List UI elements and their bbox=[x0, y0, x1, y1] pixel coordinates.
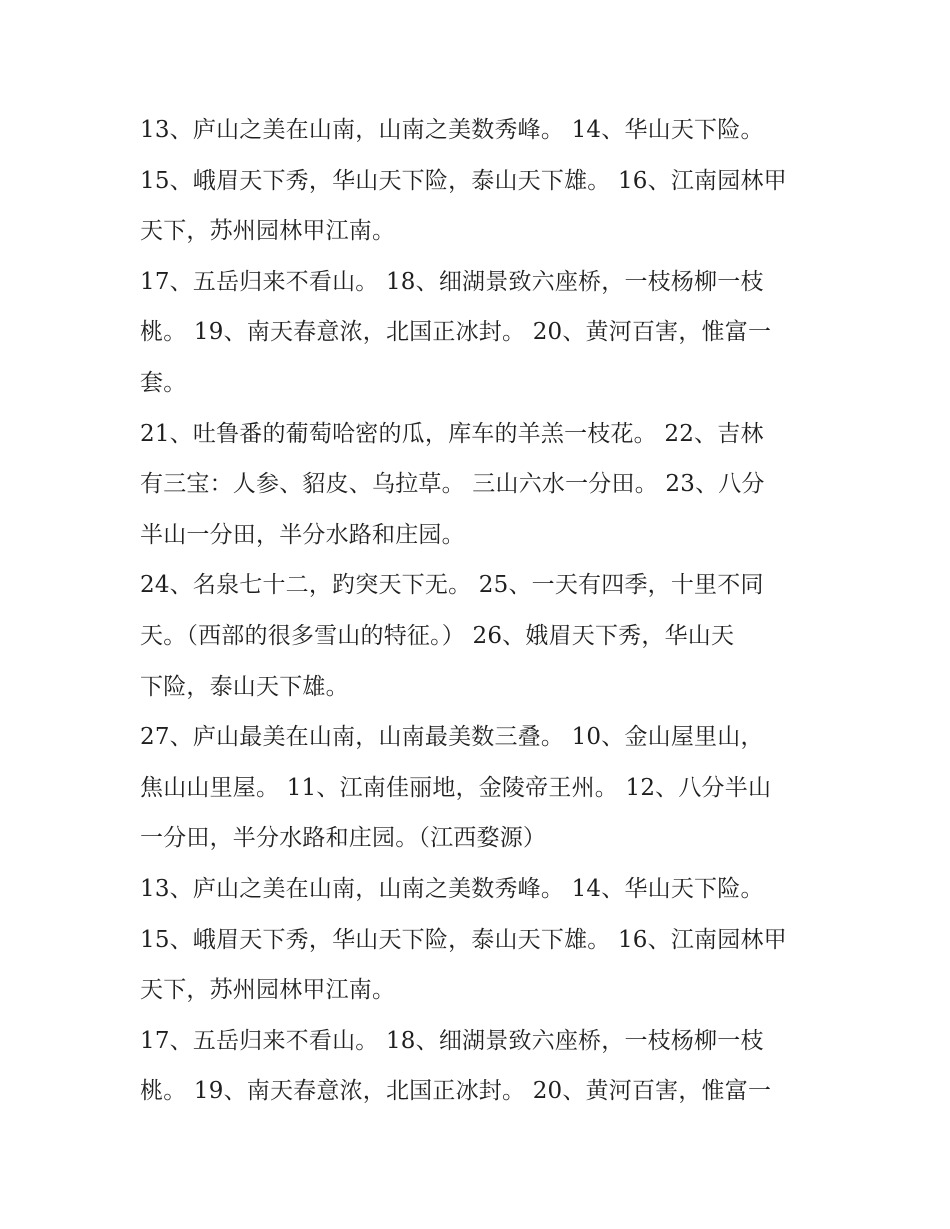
text-line: 有三宝：人参、貂皮、乌拉草。 三山六水一分田。 23、八分 bbox=[140, 471, 765, 498]
text-line: 17、五岳归来不看山。 18、细湖景致六座桥，一枝杨柳一枝 bbox=[140, 268, 764, 295]
text-line: 焦山山里屋。 11、江南佳丽地，金陵帝王州。 12、八分半山 bbox=[140, 774, 772, 801]
text-line: 半山一分田，半分水路和庄园。 bbox=[140, 521, 465, 548]
text-line: 15、峨眉天下秀，华山天下险，泰山天下雄。 16、江南园林甲 bbox=[140, 167, 787, 194]
text-line: 天下，苏州园林甲江南。 bbox=[140, 977, 396, 1004]
text-line: 17、五岳归来不看山。 18、细湖景致六座桥，一枝杨柳一枝 bbox=[140, 1027, 764, 1054]
text-line: 天下，苏州园林甲江南。 bbox=[140, 218, 396, 245]
text-line: 天。（西部的很多雪山的特征。） 26、娥眉天下秀，华山天 bbox=[140, 622, 735, 649]
text-line: 13、庐山之美在山南，山南之美数秀峰。 14、华山天下险。 bbox=[140, 117, 764, 143]
text-line: 15、峨眉天下秀，华山天下险，泰山天下雄。 16、江南园林甲 bbox=[140, 926, 787, 953]
text-line: 27、庐山最美在山南，山南最美数三叠。 10、金山屋里山， bbox=[140, 724, 764, 751]
text-line: 下险，泰山天下雄。 bbox=[140, 673, 349, 700]
text-line: 桃。 19、南天春意浓，北国正冰封。 20、黄河百害，惟富一 bbox=[140, 319, 772, 346]
text-line: 一分田，半分水路和庄园。（江西婺源） bbox=[140, 825, 547, 852]
text-line: 桃。 19、南天春意浓，北国正冰封。 20、黄河百害，惟富一 bbox=[140, 1078, 772, 1105]
document-body bbox=[140, 105, 820, 1117]
text-line: 套。 bbox=[140, 369, 187, 396]
text-line: 13、庐山之美在山南，山南之美数秀峰。 14、华山天下险。 bbox=[140, 875, 764, 902]
text-line: 21、吐鲁番的葡萄哈密的瓜，库车的羊羔一枝花。 22、吉林 bbox=[140, 420, 764, 447]
text-line: 24、名泉七十二，趵突天下无。 25、一天有四季，十里不同 bbox=[140, 572, 764, 599]
